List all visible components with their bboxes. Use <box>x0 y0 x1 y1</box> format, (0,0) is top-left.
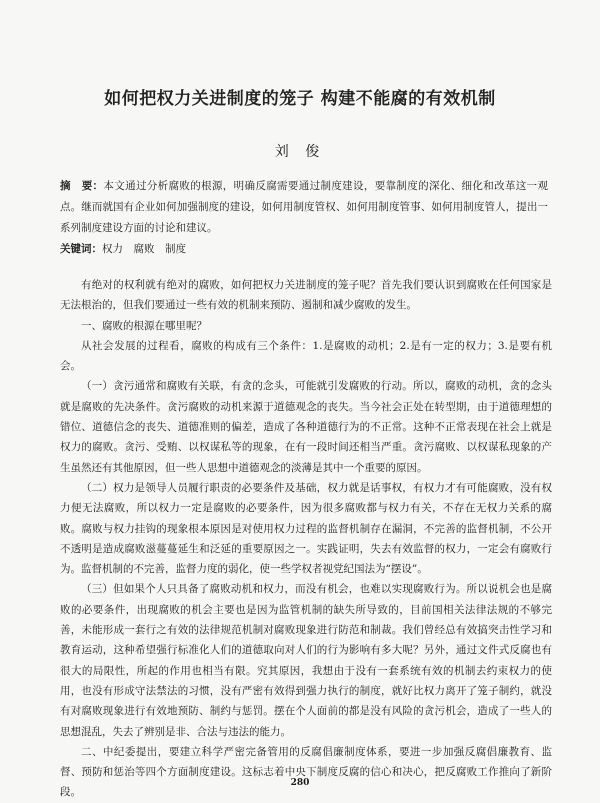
keywords-text: 权力 腐败 制度 <box>102 243 186 255</box>
abstract <box>60 176 548 239</box>
keywords-label: 关键词： <box>60 243 102 255</box>
keywords <box>60 239 548 259</box>
article-body <box>60 275 552 803</box>
paragraph: （一）贪污通常和腐败有关联，有贪的念头，可能就引发腐败的行动。所以，腐败的动机，贪的念头就是腐败的先决条件。贪污腐败的动机来源于道德观念的丧失。当今社会正处在转型期，由于道德理想的错位、道德信念的丧失、道德准则的偏差，造成了各种道德行为的不正常。这种不正常表现在社会上就是权力的腐败。贪污、受贿、以权谋私等的现象，在有一段时间还相当严重。贪污腐败、以权谋私现象的产生虽然还有其他原因，但一些人思想中道德观念的淡薄是其中一个重要的原因。 <box>60 380 552 474</box>
author-name: 刘 俊 <box>274 144 326 160</box>
abstract-label: 摘 要： <box>60 180 104 192</box>
paragraph: 有绝对的权利就有绝对的腐败，如何把权力关进制度的笼子呢？首先我们要认识到腐败在任何国家是无法根治的，但我们要通过一些有效的机制来预防、遏制和减少腐败的发生。 <box>60 279 552 312</box>
paragraph: （二）权力是领导人员履行职责的必要条件及基础，权力就是话事权，有权力才有可能腐败，没有权力便无法腐败，所以权力一定是腐败的必要条件，因为很多腐败都与权力有关，不存在无权力关系的腐败。腐败与权力挂钩的现象根本原因是对使用权力过程的监督机制存在漏洞，不完善的监督机制，不公开不透明是造成腐败滋蔓蔓延生和泛延的重要原因之一。实践证明，失去有效监督的权力，一定会有腐败行为。监督机制的不完善，监督力度的弱化，使一些学权者视党纪国法为“摆设”。 <box>60 481 552 576</box>
paragraph: 从社会发展的过程看，腐败的构成有三个条件：1.是腐败的动机；2.是有一定的权力；3.是要有机会。 <box>60 339 552 373</box>
paragraph: （三）但如果个人只具备了腐败动机和权力，而没有机会，也难以实现腐败行为。所以说机会也是腐败的必要条件，出现腐败的机会主要也是因为监管机制的缺失所导致的，目前国相关法律法规的不够完善，未能形成一套行之有效的法律规范机制对腐败现象进行防范和制裁。我们曾经总有效搞突击性学习和教育运动，这种希望强行标准化人们的道德取向对人们的行为影响有多大呢？另外，通过文件式反腐也有很大的局限性，所起的作用也相当有限。究其原因，我想由于没有一套系统有效的机制去约束权力的使用，也没有形成守法禁法的习惯，没有严密有效得到强力执行的制度，就好比权力离开了笼子制约，就没有对腐败现象进行有效地预防、制约与惩罚。摆在个人面前的都是没有风险的贪污机会，造成了一些人的思想混乱，失去了辨别是非、合法与违法的能力。 <box>60 583 552 738</box>
section-heading: 一、腐败的根源在哪里呢？ <box>81 319 207 332</box>
paragraph: 二、中纪委提出，要建立科学严密完备管用的反腐倡廉制度体系，要进一步加强反腐倡廉教育、监督、预防和惩治等四个方面制度建设。这标志着中央下制度反腐的信心和决心，把反腐败工作推向了新阶段。 <box>60 745 552 799</box>
abstract-text: 本文通过分析腐败的根源，明确反腐需要通过制度建设，要靠制度的深化、细化和改革这一观点。继而就国有企业如何加强制度的建设，如何用制度管权、如何用制度管事、如何用制度管人，提出一系列制度建设方面的讨论和建议。 <box>60 180 549 234</box>
page-number: 280 <box>290 778 310 788</box>
page-title: 如何把权力关进制度的笼子 构建不能腐的有效机制 <box>104 89 496 109</box>
